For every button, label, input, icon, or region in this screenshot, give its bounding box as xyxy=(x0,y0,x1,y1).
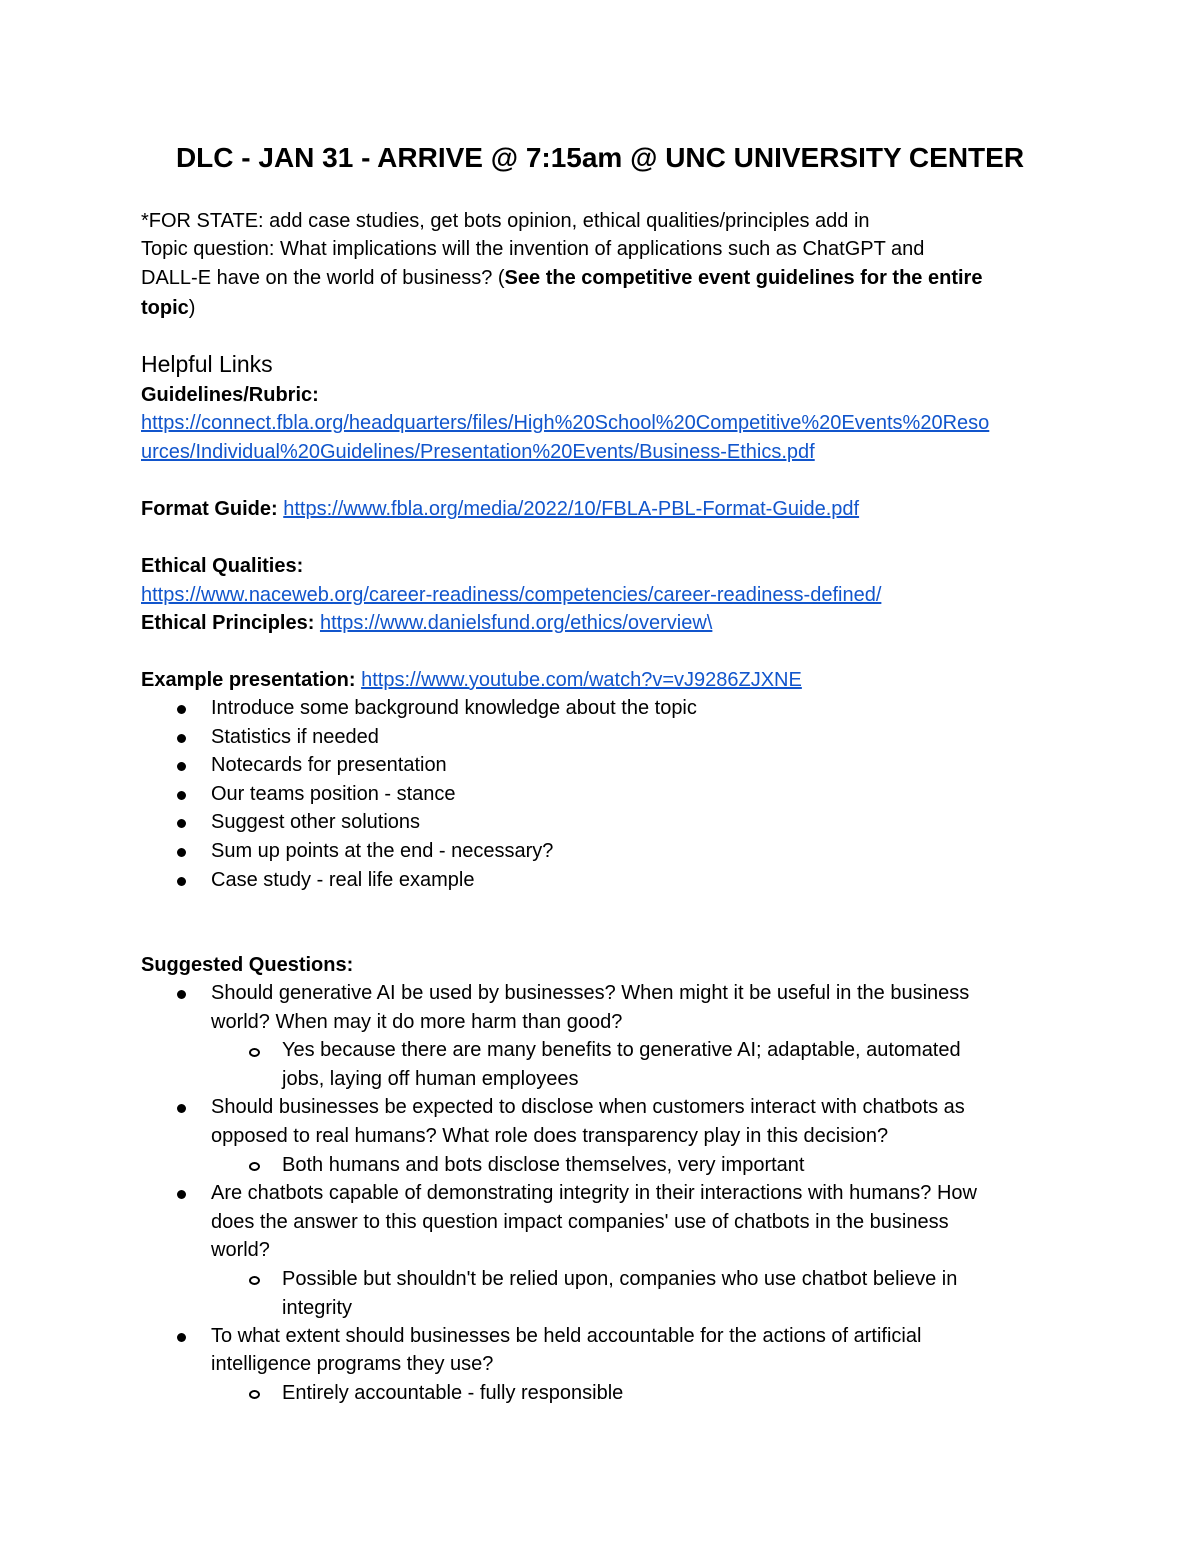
bullet-icon xyxy=(177,1190,186,1199)
example-presentation-link[interactable]: https://www.youtube.com/watch?v=vJ9286ZJXNE xyxy=(361,669,802,691)
format-guide-line xyxy=(141,495,859,523)
list-item: Statistics if needed xyxy=(211,726,379,748)
topic-question-line-2 xyxy=(141,264,982,292)
list-item: Sum up points at the end - necessary? xyxy=(211,840,554,862)
guidelines-link-continued[interactable]: urces/Individual%20Guidelines/Presentation%20Events/Business-Ethics.pdf xyxy=(141,441,815,463)
topic-question-text: DALL-E have on the world of business? ( xyxy=(141,267,505,289)
bullet-icon xyxy=(177,762,186,771)
example-presentation-line xyxy=(141,666,802,694)
bullet-icon xyxy=(177,990,186,999)
helpful-links-heading: Helpful Links xyxy=(141,351,273,377)
list-item: Notecards for presentation xyxy=(211,754,447,776)
answer-3-line-1: Possible but shouldn't be relied upon, companies who use chatbot believe in xyxy=(282,1268,958,1290)
question-4-line-2: intelligence programs they use? xyxy=(211,1353,494,1375)
guidelines-label: Guidelines/Rubric: xyxy=(141,384,319,406)
bullet-icon xyxy=(177,848,186,857)
topic-guideline-note: See the competitive event guidelines for the entire xyxy=(504,267,983,289)
answer-1-line-2: jobs, laying off human employees xyxy=(282,1068,579,1090)
bullet-icon xyxy=(177,705,186,714)
question-2-line-1: Should businesses be expected to disclose when customers interact with chatbots as xyxy=(211,1096,965,1118)
ethical-principles-line xyxy=(141,609,712,637)
ethical-qualities-label: Ethical Qualities: xyxy=(141,555,304,577)
bullet-icon xyxy=(177,877,186,886)
list-item: Case study - real life example xyxy=(211,869,475,891)
question-3-line-1: Are chatbots capable of demonstrating integrity in their interactions with humans? How xyxy=(211,1182,977,1204)
format-guide-link[interactable]: https://www.fbla.org/media/2022/10/FBLA-PBL-Format-Guide.pdf xyxy=(283,498,860,520)
ethical-qualities-link[interactable]: https://www.naceweb.org/career-readiness/competencies/career-readiness-defined/ xyxy=(141,584,882,606)
answer-2-line-1: Both humans and bots disclose themselves, very important xyxy=(282,1154,805,1176)
state-note: *FOR STATE: add case studies, get bots opinion, ethical qualities/principles add in xyxy=(141,210,870,232)
format-guide-label: Format Guide: xyxy=(141,498,278,520)
answer-4-line-1: Entirely accountable - fully responsible xyxy=(282,1382,624,1404)
bullet-icon xyxy=(177,734,186,743)
sub-bullet-icon xyxy=(249,1162,260,1171)
question-1-line-1: Should generative AI be used by businesses? When might it be useful in the business xyxy=(211,982,970,1004)
list-item: Suggest other solutions xyxy=(211,811,421,833)
sub-bullet-icon xyxy=(249,1276,260,1285)
question-3-line-2: does the answer to this question impact companies' use of chatbots in the business xyxy=(211,1211,949,1233)
page-title: DLC - JAN 31 - ARRIVE @ 7:15am @ UNC UNIVERSITY CENTER xyxy=(175,142,1025,173)
answer-3-line-2: integrity xyxy=(282,1297,353,1319)
ethical-principles-link[interactable]: https://www.danielsfund.org/ethics/overview\ xyxy=(319,612,713,634)
ethical-principles-label: Ethical Principles: xyxy=(141,612,315,634)
question-1-line-2: world? When may it do more harm than good? xyxy=(211,1011,623,1033)
topic-guideline-note-end: topic xyxy=(141,297,189,319)
list-item: Introduce some background knowledge about the topic xyxy=(211,697,697,719)
question-2-line-2: opposed to real humans? What role does transparency play in this decision? xyxy=(211,1125,889,1147)
topic-question-line-3 xyxy=(141,294,195,322)
answer-1-line-1: Yes because there are many benefits to generative AI; adaptable, automated xyxy=(282,1039,961,1061)
topic-close-paren: ) xyxy=(188,297,196,319)
bullet-icon xyxy=(177,1333,186,1342)
sub-bullet-icon xyxy=(249,1390,260,1399)
bullet-icon xyxy=(177,1104,186,1113)
suggested-questions-heading: Suggested Questions: xyxy=(141,954,354,976)
question-3-line-3: world? xyxy=(211,1239,270,1261)
example-presentation-label: Example presentation: xyxy=(141,669,356,691)
bullet-icon xyxy=(177,819,186,828)
sub-bullet-icon xyxy=(249,1048,260,1057)
guidelines-link[interactable]: https://connect.fbla.org/headquarters/files/High%20School%20Competitive%20Events%20Reso xyxy=(141,412,990,434)
list-item: Our teams position - stance xyxy=(211,783,456,805)
question-4-line-1: To what extent should businesses be held accountable for the actions of artificial xyxy=(211,1325,922,1347)
bullet-icon xyxy=(177,791,186,800)
topic-question-line-1: Topic question: What implications will the invention of applications such as ChatGPT and xyxy=(141,238,925,260)
